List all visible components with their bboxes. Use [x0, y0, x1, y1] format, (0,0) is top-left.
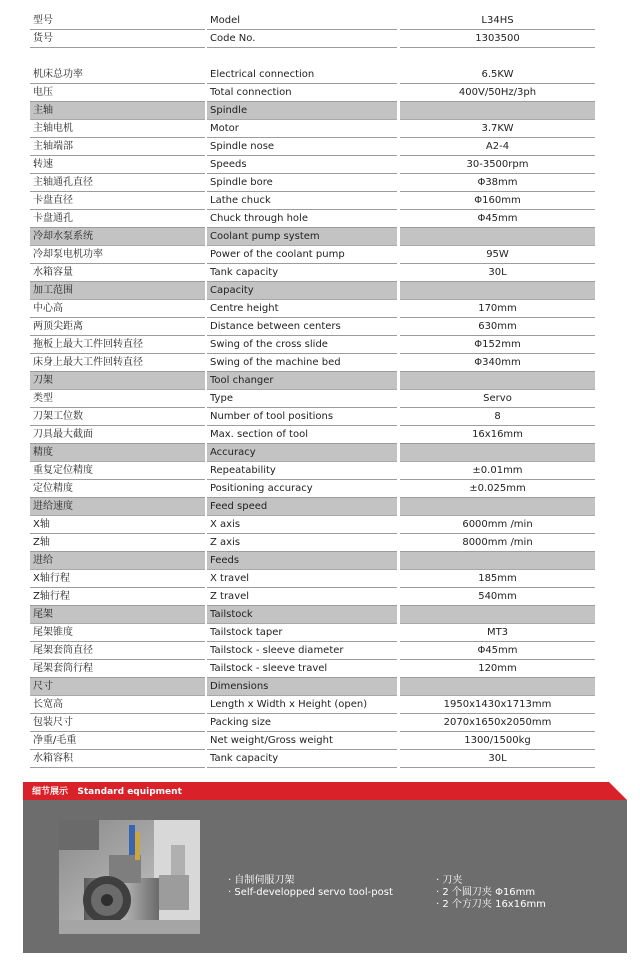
- spec-label-en: Number of tool positions: [207, 408, 397, 426]
- spec-label-en: Accuracy: [207, 444, 397, 462]
- spec-row: [30, 570, 600, 588]
- spec-label-zh: Z轴行程: [30, 588, 205, 606]
- spec-row: [30, 12, 600, 30]
- banner-title: 细节展示 Standard equipment: [32, 787, 182, 797]
- spec-value: [400, 282, 595, 300]
- spec-row: [30, 300, 600, 318]
- spec-label-en: Length x Width x Height (open): [207, 696, 397, 714]
- spec-label-zh: Z轴: [30, 534, 205, 552]
- spec-label-en: Spindle nose: [207, 138, 397, 156]
- spec-section-header: [30, 606, 600, 624]
- spec-label-zh: 刀架工位数: [30, 408, 205, 426]
- spec-label-zh: 加工范围: [30, 282, 205, 300]
- spec-label-zh: 尾架套筒直径: [30, 642, 205, 660]
- section-banner: [23, 782, 627, 800]
- spec-row: [30, 408, 600, 426]
- spec-row: [30, 318, 600, 336]
- spec-label-zh: 尾架锥度: [30, 624, 205, 642]
- spec-value: MT3: [400, 624, 595, 642]
- spec-label-zh: 进给速度: [30, 498, 205, 516]
- spec-label-en: X axis: [207, 516, 397, 534]
- spec-value: A2-4: [400, 138, 595, 156]
- spec-label-zh: X轴行程: [30, 570, 205, 588]
- spec-row: [30, 336, 600, 354]
- spec-label-en: Chuck through hole: [207, 210, 397, 228]
- spec-row: [30, 642, 600, 660]
- spec-value: 630mm: [400, 318, 595, 336]
- spec-value: Φ160mm: [400, 192, 595, 210]
- spec-label-zh: 主轴通孔直径: [30, 174, 205, 192]
- feature-right-1: · 刀夹: [436, 875, 463, 886]
- spec-label-en: Code No.: [207, 30, 397, 48]
- spec-section-header: [30, 498, 600, 516]
- spec-row: [30, 588, 600, 606]
- spec-label-zh: 精度: [30, 444, 205, 462]
- spec-row: [30, 246, 600, 264]
- spec-label-zh: 冷却水泵系统: [30, 228, 205, 246]
- spec-value: 8: [400, 408, 595, 426]
- spec-label-zh: 定位精度: [30, 480, 205, 498]
- spec-value: Φ45mm: [400, 210, 595, 228]
- spec-label-en: Electrical connection: [207, 66, 397, 84]
- spec-label-zh: 拖板上最大工件回转直径: [30, 336, 205, 354]
- spec-row: [30, 174, 600, 192]
- spec-label-en: Coolant pump system: [207, 228, 397, 246]
- spec-row: [30, 30, 600, 48]
- spec-value: 2070x1650x2050mm: [400, 714, 595, 732]
- spec-label-zh: 卡盘通孔: [30, 210, 205, 228]
- spec-value: 185mm: [400, 570, 595, 588]
- spec-label-en: Model: [207, 12, 397, 30]
- spec-label-en: Tailstock taper: [207, 624, 397, 642]
- spec-value: ±0.01mm: [400, 462, 595, 480]
- spec-section-header: [30, 552, 600, 570]
- spec-label-en: Capacity: [207, 282, 397, 300]
- spec-label-en: Packing size: [207, 714, 397, 732]
- tool-holder-features: [436, 875, 546, 911]
- spec-row: [30, 426, 600, 444]
- spec-label-en: Spindle bore: [207, 174, 397, 192]
- spec-label-zh: 水箱容量: [30, 264, 205, 282]
- spec-spacer: [30, 48, 600, 66]
- spec-label-en: Speeds: [207, 156, 397, 174]
- spec-section-header: [30, 282, 600, 300]
- spec-label-en: Power of the coolant pump: [207, 246, 397, 264]
- spec-label-en: Repeatability: [207, 462, 397, 480]
- spec-label-en: Dimensions: [207, 678, 397, 696]
- feature-right-2: · 2 个圆刀夹 Φ16mm: [436, 887, 536, 898]
- spec-label-en: Tank capacity: [207, 264, 397, 282]
- spec-label-zh: 床身上最大工件回转直径: [30, 354, 205, 372]
- spec-value: [400, 678, 595, 696]
- spec-section-header: [30, 372, 600, 390]
- spec-label-zh: 冷却泵电机功率: [30, 246, 205, 264]
- spec-label-zh: 净重/毛重: [30, 732, 205, 750]
- spec-value: 30-3500rpm: [400, 156, 595, 174]
- spec-row: [30, 624, 600, 642]
- spec-label-zh: 中心高: [30, 300, 205, 318]
- spec-label-en: Swing of the cross slide: [207, 336, 397, 354]
- spec-value: [400, 498, 595, 516]
- spec-label-zh: 型号: [30, 12, 205, 30]
- spec-label-zh: 主轴电机: [30, 120, 205, 138]
- spec-row: [30, 516, 600, 534]
- spec-value: 120mm: [400, 660, 595, 678]
- feature-left-1: · 自制伺服刀架: [228, 875, 295, 886]
- spec-label-en: Tailstock - sleeve travel: [207, 660, 397, 678]
- spec-label-zh: 水箱容积: [30, 750, 205, 768]
- spec-label-en: Positioning accuracy: [207, 480, 397, 498]
- spec-label-zh: 长宽高: [30, 696, 205, 714]
- spec-label-zh: X轴: [30, 516, 205, 534]
- spec-label-zh: 主轴: [30, 102, 205, 120]
- spec-section-header: [30, 444, 600, 462]
- spec-row: [30, 714, 600, 732]
- spec-row: [30, 462, 600, 480]
- spec-value: 6.5KW: [400, 66, 595, 84]
- spec-value: 540mm: [400, 588, 595, 606]
- spec-label-zh: 电压: [30, 84, 205, 102]
- spec-label-zh: 机床总功率: [30, 66, 205, 84]
- spec-value: 6000mm /min: [400, 516, 595, 534]
- spec-row: [30, 354, 600, 372]
- spec-label-zh: 两顶尖距离: [30, 318, 205, 336]
- spec-label-en: Motor: [207, 120, 397, 138]
- spec-value: Servo: [400, 390, 595, 408]
- spec-value: 1300/1500kg: [400, 732, 595, 750]
- spec-row: [30, 138, 600, 156]
- spec-label-zh: 类型: [30, 390, 205, 408]
- spec-value: 30L: [400, 264, 595, 282]
- spec-table: [30, 12, 600, 768]
- feature-left-2: · Self-developped servo tool-post: [228, 887, 393, 898]
- spec-row: [30, 534, 600, 552]
- spec-label-en: Z axis: [207, 534, 397, 552]
- spec-row: [30, 66, 600, 84]
- spec-value: Φ45mm: [400, 642, 595, 660]
- spec-value: 8000mm /min: [400, 534, 595, 552]
- spec-value: L34HS: [400, 12, 595, 30]
- spec-row: [30, 480, 600, 498]
- spec-label-en: Centre height: [207, 300, 397, 318]
- spec-label-zh: 进给: [30, 552, 205, 570]
- spec-value: [400, 444, 595, 462]
- spec-value: 95W: [400, 246, 595, 264]
- spec-section-header: [30, 102, 600, 120]
- spec-label-zh: 刀架: [30, 372, 205, 390]
- spec-section-header: [30, 228, 600, 246]
- spec-value: Φ340mm: [400, 354, 595, 372]
- spec-value: 1303500: [400, 30, 595, 48]
- spec-value: 170mm: [400, 300, 595, 318]
- spec-row: [30, 732, 600, 750]
- spec-label-en: Tool changer: [207, 372, 397, 390]
- spec-value: [400, 228, 595, 246]
- spec-label-en: Tailstock - sleeve diameter: [207, 642, 397, 660]
- spec-row: [30, 390, 600, 408]
- spec-label-en: Distance between centers: [207, 318, 397, 336]
- spec-label-zh: 主轴端部: [30, 138, 205, 156]
- spec-value: 30L: [400, 750, 595, 768]
- spec-label-en: Net weight/Gross weight: [207, 732, 397, 750]
- spec-row: [30, 156, 600, 174]
- spec-section-header: [30, 678, 600, 696]
- spec-value: Φ38mm: [400, 174, 595, 192]
- spec-row: [30, 84, 600, 102]
- spec-value: Φ152mm: [400, 336, 595, 354]
- spec-label-en: Lathe chuck: [207, 192, 397, 210]
- spec-label-en: Tailstock: [207, 606, 397, 624]
- spec-row: [30, 696, 600, 714]
- spec-label-en: Total connection: [207, 84, 397, 102]
- spec-row: [30, 192, 600, 210]
- servo-tool-post-photo: [59, 820, 200, 934]
- spec-row: [30, 210, 600, 228]
- spec-value: 3.7KW: [400, 120, 595, 138]
- spec-value: 400V/50Hz/3ph: [400, 84, 595, 102]
- spec-value: [400, 372, 595, 390]
- spec-value: 16x16mm: [400, 426, 595, 444]
- spec-label-zh: 重复定位精度: [30, 462, 205, 480]
- spec-label-en: Swing of the machine bed: [207, 354, 397, 372]
- feature-right-3: · 2 个方刀夹 16x16mm: [436, 899, 546, 910]
- spec-label-zh: 尺寸: [30, 678, 205, 696]
- spec-row: [30, 660, 600, 678]
- spec-label-zh: 尾架: [30, 606, 205, 624]
- spec-row: [30, 264, 600, 282]
- spec-value: ±0.025mm: [400, 480, 595, 498]
- spec-label-en: Feed speed: [207, 498, 397, 516]
- servo-tool-post-features: [228, 875, 393, 899]
- spec-label-zh: 货号: [30, 30, 205, 48]
- spec-row: [30, 750, 600, 768]
- spec-value: [400, 102, 595, 120]
- spec-value: [400, 552, 595, 570]
- spec-label-en: Spindle: [207, 102, 397, 120]
- equipment-panel: [23, 800, 627, 953]
- spec-label-zh: 转速: [30, 156, 205, 174]
- spec-label-en: X travel: [207, 570, 397, 588]
- spec-label-en: Type: [207, 390, 397, 408]
- spec-label-en: Z travel: [207, 588, 397, 606]
- spec-label-en: Tank capacity: [207, 750, 397, 768]
- spec-row: [30, 120, 600, 138]
- spec-label-zh: 包装尺寸: [30, 714, 205, 732]
- spec-value: 1950x1430x1713mm: [400, 696, 595, 714]
- spec-label-en: Max. section of tool: [207, 426, 397, 444]
- spec-label-zh: 卡盘直径: [30, 192, 205, 210]
- spec-value: [400, 606, 595, 624]
- spec-label-zh: 尾架套筒行程: [30, 660, 205, 678]
- spec-label-en: Feeds: [207, 552, 397, 570]
- spec-label-zh: 刀具最大截面: [30, 426, 205, 444]
